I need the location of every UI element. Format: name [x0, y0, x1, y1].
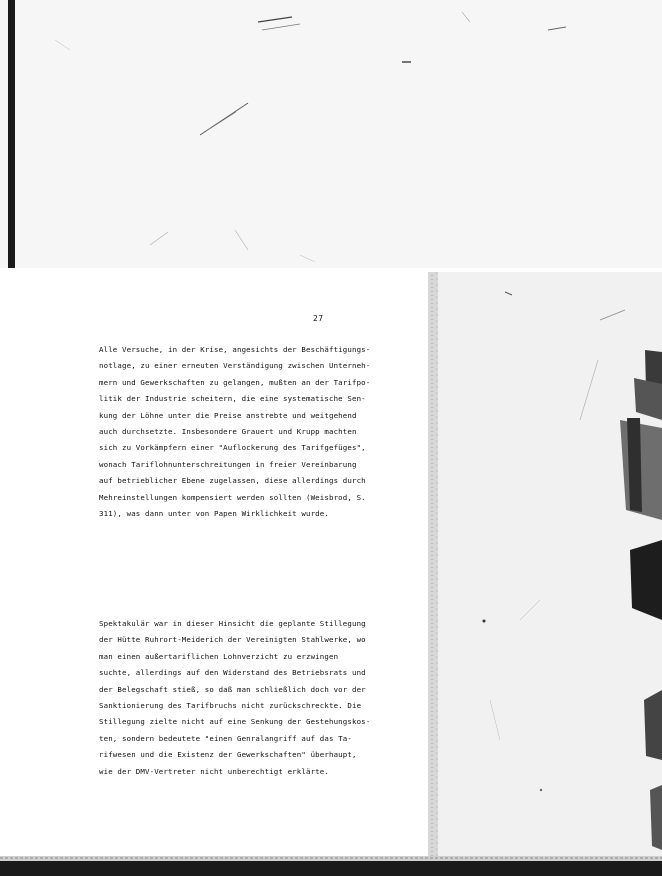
text-line: Sanktionierung des Tarifbruchs nicht zurückschreckte. Die — [99, 701, 362, 711]
text-line: Stillegung zielte nicht auf eine Senkung der Gestehungskos- — [99, 717, 371, 727]
text-line: man einen außertariflichen Lohnverzicht zu erzwingen — [99, 651, 339, 661]
text-line: wie der DMV-Vertreter nicht unberechtigt erklärte. — [99, 766, 329, 776]
text-line: litik der Industrie scheitern, die eine systematische Sen- — [99, 394, 366, 404]
text-line: kung der Löhne unter die Preise anstrebte und weitgehend — [99, 410, 357, 420]
text-line: rifwesen und die Existenz der Gewerkschaften" überhaupt, — [99, 750, 357, 760]
text-line: wonach Tariflohnunterschreitungen in freier Vereinbarung — [99, 459, 357, 469]
text-line: notlage, zu einer erneuten Verständigung zwischen Unterneh- — [99, 361, 371, 371]
text-line: Spektakulär war in dieser Hinsicht die geplante Stillegung — [99, 619, 366, 628]
text-line: auf betrieblicher Ebene zugelassen, diese allerdings durch — [99, 476, 366, 486]
text-line: suchte, allerdings auf den Widerstand des Betriebsrats und — [99, 668, 366, 678]
paragraph-1 — [99, 342, 371, 522]
text-line: ten, sondern bedeutete "einen Genralangriff auf das Ta- — [99, 733, 352, 743]
paragraph-2 — [99, 616, 371, 780]
text-line: 311), was dann unter von Papen Wirklichkeit wurde. — [99, 509, 329, 519]
text-line: mern und Gewerkschaften zu gelangen, mußten an der Tarifpo- — [99, 377, 371, 387]
page-number: 27 — [313, 314, 324, 323]
text-line: sich zu Vorkämpfern einer "Auflockerung des Tarifgefüges", — [99, 443, 366, 453]
text-line: der Belegschaft stieß, so daß man schließlich doch vor der — [99, 684, 366, 694]
left-scan-bar — [8, 0, 15, 268]
text-line: Mehreinstellungen kompensiert werden sollten (Weisbrod, S. — [99, 492, 366, 502]
text-line: der Hütte Ruhrort-Meiderich der Vereinigten Stahlwerke, wo — [99, 635, 366, 645]
text-line: Alle Versuche, in der Krise, angesichts der Beschäftigungs- — [99, 345, 371, 354]
text-line: auch durchsetzte. Insbesondere Grauert und Krupp machten — [99, 427, 357, 437]
